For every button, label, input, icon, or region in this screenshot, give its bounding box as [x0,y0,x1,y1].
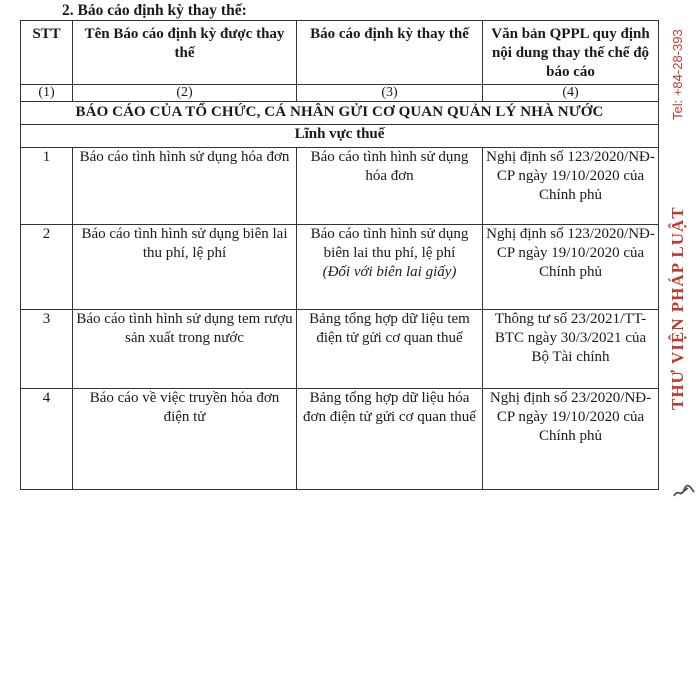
row-name: Báo cáo tình hình sử dụng hóa đơn [73,148,297,225]
row-stt: 2 [21,225,73,310]
section-title: 2. Báo cáo định kỳ thay thế: [62,2,247,19]
report-table [20,20,659,490]
watermark-tel: Tel: +84-28-393 [670,29,685,120]
field-band-row [21,125,659,148]
watermark-brand: THƯ VIỆN PHÁP LUẬT [668,206,687,410]
table-row [21,148,659,225]
row-stt: 1 [21,148,73,225]
row-stt: 3 [21,310,73,389]
table-row [21,389,659,490]
header-replacement: Báo cáo định kỳ thay thế [297,21,483,85]
column-number: (4) [483,85,659,102]
row-replacement: Báo cáo tình hình sử dụng biên lai thu phí, lệ phí [310,226,469,261]
row-replacement: Bảng tổng hợp dữ liệu tem điện tử gửi cơ quan thuế [297,310,483,389]
header-name: Tên Báo cáo định kỳ được thay thế [73,21,297,85]
signature-scribble-icon [672,482,696,500]
row-replacement: Báo cáo tình hình sử dụng hóa đơn [297,148,483,225]
header-stt: STT [21,21,73,85]
row-name: Báo cáo tình hình sử dụng tem rượu sản xuất trong nước [73,310,297,389]
table-row [21,225,659,310]
row-replacement: Bảng tổng hợp dữ liệu hóa đơn điện tử gửi cơ quan thuế [297,389,483,490]
field-band: Lĩnh vực thuế [21,125,659,148]
row-legal: Nghị định số 23/2020/NĐ-CP ngày 19/10/2020 của Chính phủ [483,389,659,490]
row-legal: Thông tư số 23/2021/TT-BTC ngày 30/3/2021 của Bộ Tài chính [483,310,659,389]
org-band: BÁO CÁO CỦA TỔ CHỨC, CÁ NHÂN GỬI CƠ QUAN QUẢN LÝ NHÀ NƯỚC [21,102,659,125]
org-band-row [21,102,659,125]
column-number: (3) [297,85,483,102]
row-name: Báo cáo tình hình sử dụng biên lai thu phí, lệ phí [73,225,297,310]
column-number: (1) [21,85,73,102]
row-note: (Đối với biên lai giấy) [322,264,457,280]
table-row [21,310,659,389]
row-legal: Nghị định số 123/2020/NĐ-CP ngày 19/10/2020 của Chính phủ [483,148,659,225]
row-stt: 4 [21,389,73,490]
column-number-row [21,85,659,102]
column-number: (2) [73,85,297,102]
row-replacement-cell [297,225,483,310]
table-header-row [21,21,659,85]
row-name: Báo cáo về việc truyền hóa đơn điện tử [73,389,297,490]
header-legal: Văn bản QPPL quy định nội dung thay thế chế độ báo cáo [483,21,659,85]
row-legal: Nghị định số 123/2020/NĐ-CP ngày 19/10/2020 của Chính phủ [483,225,659,310]
